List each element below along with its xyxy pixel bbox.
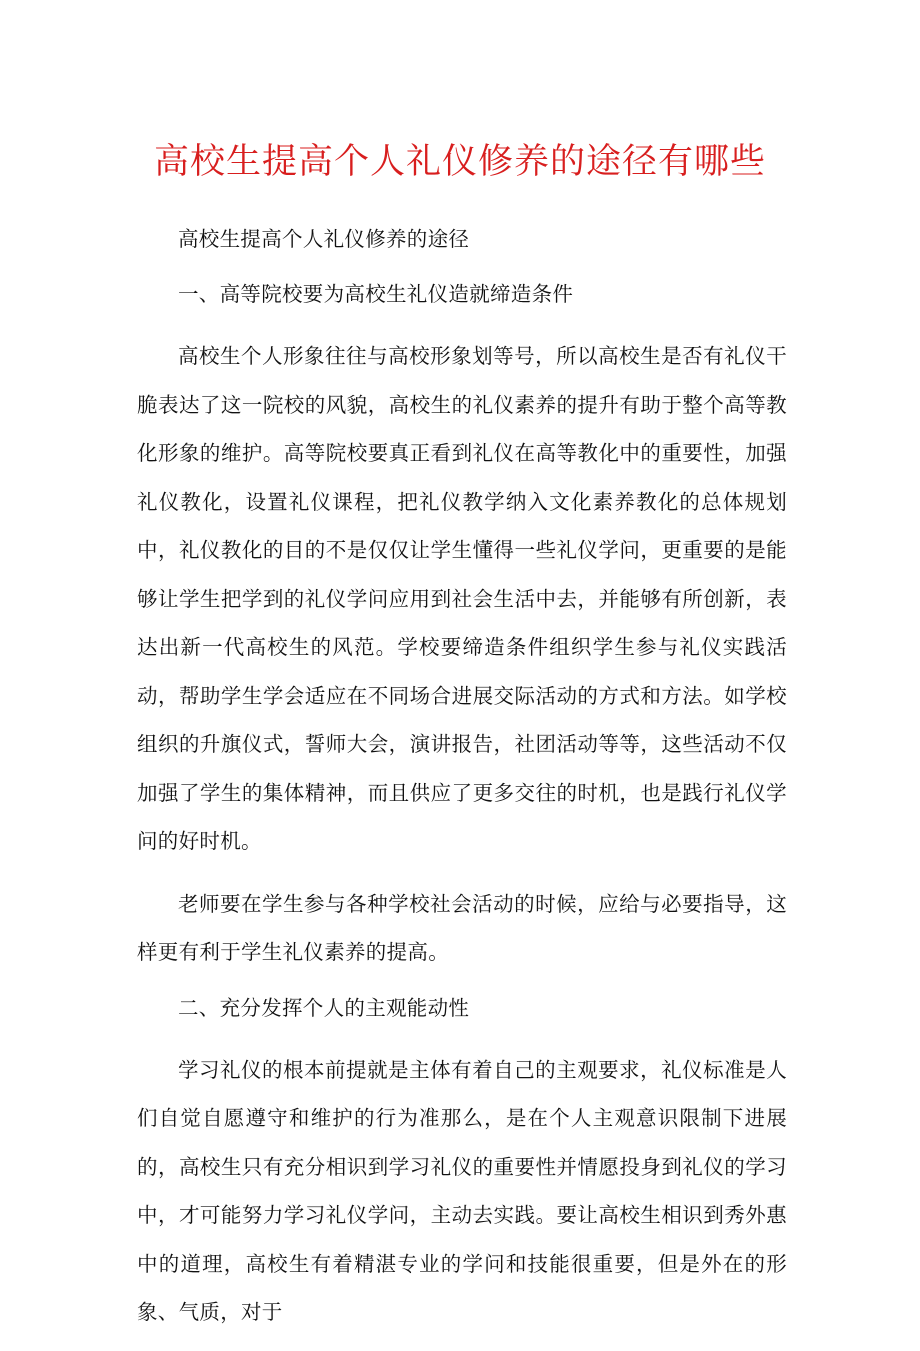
section-heading: 高校生提高个人礼仪修养的途径 — [178, 227, 470, 251]
body-paragraph: 学习礼仪的根本前提就是主体有着自己的主观要求，礼仪标准是人们自觉自愿遵守和维护的行为准那么，是在个人主观意识限制下进展的，高校生只有充分相识到学习礼仪的重要性并情愿投身到礼仪的学习中，才可能努力学习礼仪学问，主动去实践。要让高校生相识到秀外惠中的道理，高校生有着精湛专业的学问和技能很重要，但是外在的形象、气质，对于 — [137, 1057, 787, 1324]
document-title: 高校生提高个人礼仪修养的途径有哪些 — [153, 142, 766, 182]
document-body — [137, 222, 787, 1351]
body-paragraph: 老师要在学生参与各种学校社会活动的时候，应给与必要指导，这样更有利于学生礼仪素养的提高。 — [137, 891, 787, 964]
section-heading: 二、充分发挥个人的主观能动性 — [178, 995, 470, 1020]
body-paragraph: 高校生个人形象往往与高校形象划等号，所以高校生是否有礼仪干脆表达了这一院校的风貌，高校生的礼仪素养的提升有助于整个高等教化形象的维护。高等院校要真正看到礼仪在高等教化中的重要性，加强礼仪教化，设置礼仪课程，把礼仪教学纳入文化素养教化的总体规划中，礼仪教化的目的不是仅仅让学生懂得一些礼仪学问，更重要的是能够让学生把学到的礼仪学问应用到社会生活中去，并能够有所创新，表达出新一代高校生的风范。学校要缔造条件组织学生参与礼仪实践活动，帮助学生学会适应在不同场合进展交际活动的方式和方法。如学校组织的升旗仪式，誓师大会，演讲报告，社团活动等等，这些活动不仅加强了学生的集体精神，而且供应了更多交往的时机，也是践行礼仪学问的好时机。 — [137, 344, 787, 853]
section-heading: 一、高等院校要为高校生礼仪造就缔造条件 — [178, 282, 574, 306]
